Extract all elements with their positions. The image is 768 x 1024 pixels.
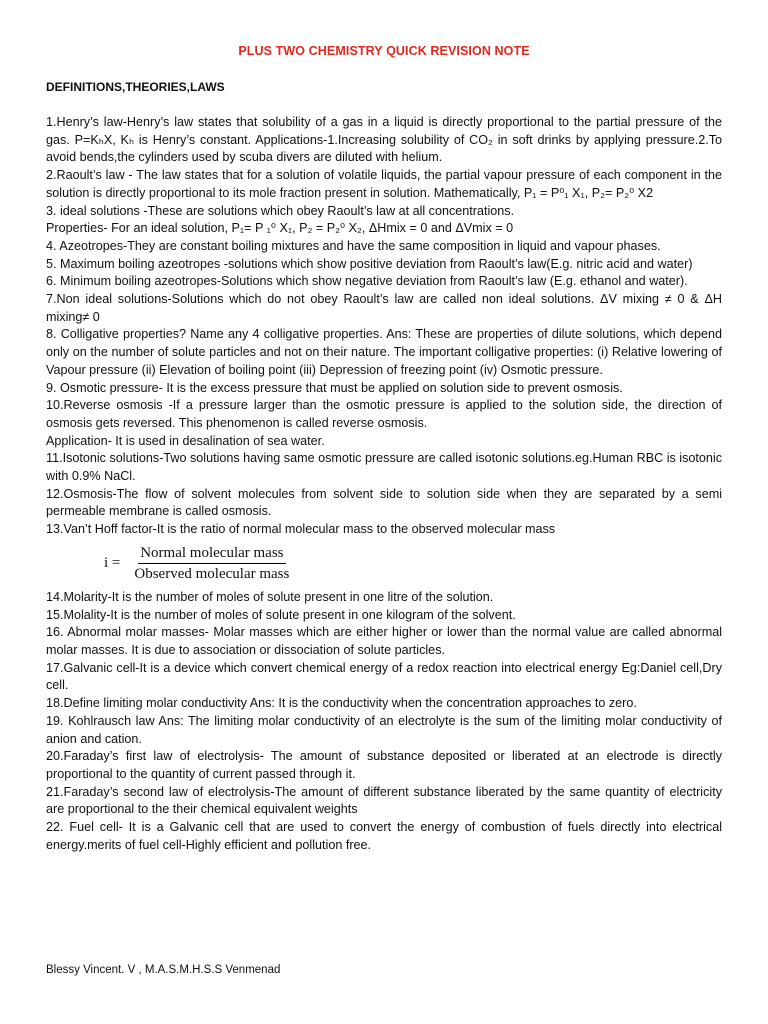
- notes-body: [46, 114, 722, 854]
- note-item: 8. Colligative properties? Name any 4 colligative properties. Ans: These are properties of dilute solutions, which depend only on the number of solute particles and not on their nature. The important colligative properties: (i) Relative lowering of Vapour pressure (ii) Elevation of boiling point (iii) Depression of freezing point (iv) Osmotic pressure.: [46, 327, 722, 377]
- notes-list-part-2: [46, 589, 722, 855]
- section-heading: DEFINITIONS,THEORIES,LAWS: [46, 80, 225, 94]
- note-item: 2.Raoult’s law - The law states that for a solution of volatile liquids, the partial vapour pressure of each component in the solution is directly proportional to its mole fraction present in solution. Mathematically, P₁ = P⁰₁ X₁, P₂= P₂⁰ X2: [46, 168, 722, 200]
- note-item: 3. ideal solutions -These are solutions which obey Raoult’s law at all concentrations.: [46, 203, 515, 218]
- note-item: 10.Reverse osmosis -If a pressure larger than the osmotic pressure is applied to the solution side, the direction of osmosis gets reversed. This phenomenon is called reverse osmosis.: [46, 398, 722, 430]
- notes-list-part-1: [46, 114, 722, 539]
- note-item: 7.Non ideal solutions-Solutions which do not obey Raoult’s law are called non ideal solutions. ΔV mixing ≠ 0 & ΔH mixing≠ 0: [46, 292, 722, 324]
- note-item: 22. Fuel cell- It is a Galvanic cell that are used to convert the energy of combustion of fuels directly into electrical energy.merits of fuel cell-Highly efficient and pollution free.: [46, 820, 722, 852]
- note-item: 4. Azeotropes-They are constant boiling mixtures and have the same composition in liquid and vapour phases.: [46, 238, 661, 253]
- formula-denominator: Observed molecular mass: [134, 566, 290, 583]
- note-item: 11.Isotonic solutions-Two solutions having same osmotic pressure are called isotonic solutions.eg.Human RBC is isotonic with 0.9% NaCl.: [46, 451, 722, 484]
- author-footer: Blessy Vincent. V , M.A.S.M.H.S.S Venmenad: [46, 964, 281, 976]
- note-item: 6. Minimum boiling azeotropes-Solutions which show negative deviation from Raoult’s law (E.g. ethanol and water).: [46, 274, 688, 289]
- note-item: 5. Maximum boiling azeotropes -solutions which show positive deviation from Raoult’s law(E.g. nitric acid and water): [46, 256, 693, 271]
- note-item: 1.Henry’s law-Henry’s law states that solubility of a gas in a liquid is directly proportional to the partial pressure of the gas. P=KₕX, Kₕ is Henry’s constant. Applications-1.Increasing solubility of CO₂ in soft drinks by applying pressure.2.To avoid bends,the cylinders used by scuba divers are diluted with helium.: [46, 115, 722, 165]
- note-item: 13.Van’t Hoff factor-It is the ratio of normal molecular mass to the observed molecular mass: [46, 522, 556, 537]
- note-item: 18.Define limiting molar conductivity Ans: It is the conductivity when the concentration approaches to zero.: [46, 696, 637, 711]
- note-item: 16. Abnormal molar masses- Molar masses which are either higher or lower than the normal value are called abnormal molar masses. It is due to association or dissociation of solute particles.: [46, 625, 722, 657]
- note-item: 12.Osmosis-The flow of solvent molecules from solvent side to solution side when they are separated by a semi permeable membrane is called osmosis.: [46, 486, 722, 519]
- formula-fraction: [132, 544, 291, 583]
- note-item: 20.Faraday’s first law of electrolysis- The amount of substance deposited or liberated at an electrode is directly proportional to the quantity of current passed through it.: [46, 749, 722, 781]
- formula-lhs: i =: [104, 555, 121, 572]
- note-item: Application- It is used in desalination of sea water.: [46, 433, 325, 448]
- note-item: 14.Molarity-It is the number of moles of solute present in one litre of the solution.: [46, 589, 494, 604]
- note-item: 19. Kohlrausch law Ans: The limiting molar conductivity of an electrolyte is the sum of the limiting molar conductivity of anion and cation.: [46, 713, 722, 746]
- note-item: 9. Osmotic pressure- It is the excess pressure that must be applied on solution side to prevent osmosis.: [46, 380, 623, 395]
- formula-numerator: Normal molecular mass: [138, 544, 285, 564]
- page-title: PLUS TWO CHEMISTRY QUICK REVISION NOTE: [238, 44, 530, 58]
- note-item: 21.Faraday’s second law of electrolysis-The amount of different substance liberated by the same quantity of electricity are proportional to the their chemical equivalent weights: [46, 784, 722, 817]
- note-item: 17.Galvanic cell-It is a device which convert chemical energy of a redox reaction into electrical energy Eg:Daniel cell,Dry cell.: [46, 660, 722, 693]
- note-item: Properties- For an ideal solution, P₁= P ₁⁰ X₁, P₂ = P₂⁰ X₂, ΔHmix = 0 and ΔVmix = 0: [46, 221, 514, 236]
- note-item: 15.Molality-It is the number of moles of solute present in one kilogram of the solvent.: [46, 607, 516, 622]
- vant-hoff-formula: [104, 545, 722, 583]
